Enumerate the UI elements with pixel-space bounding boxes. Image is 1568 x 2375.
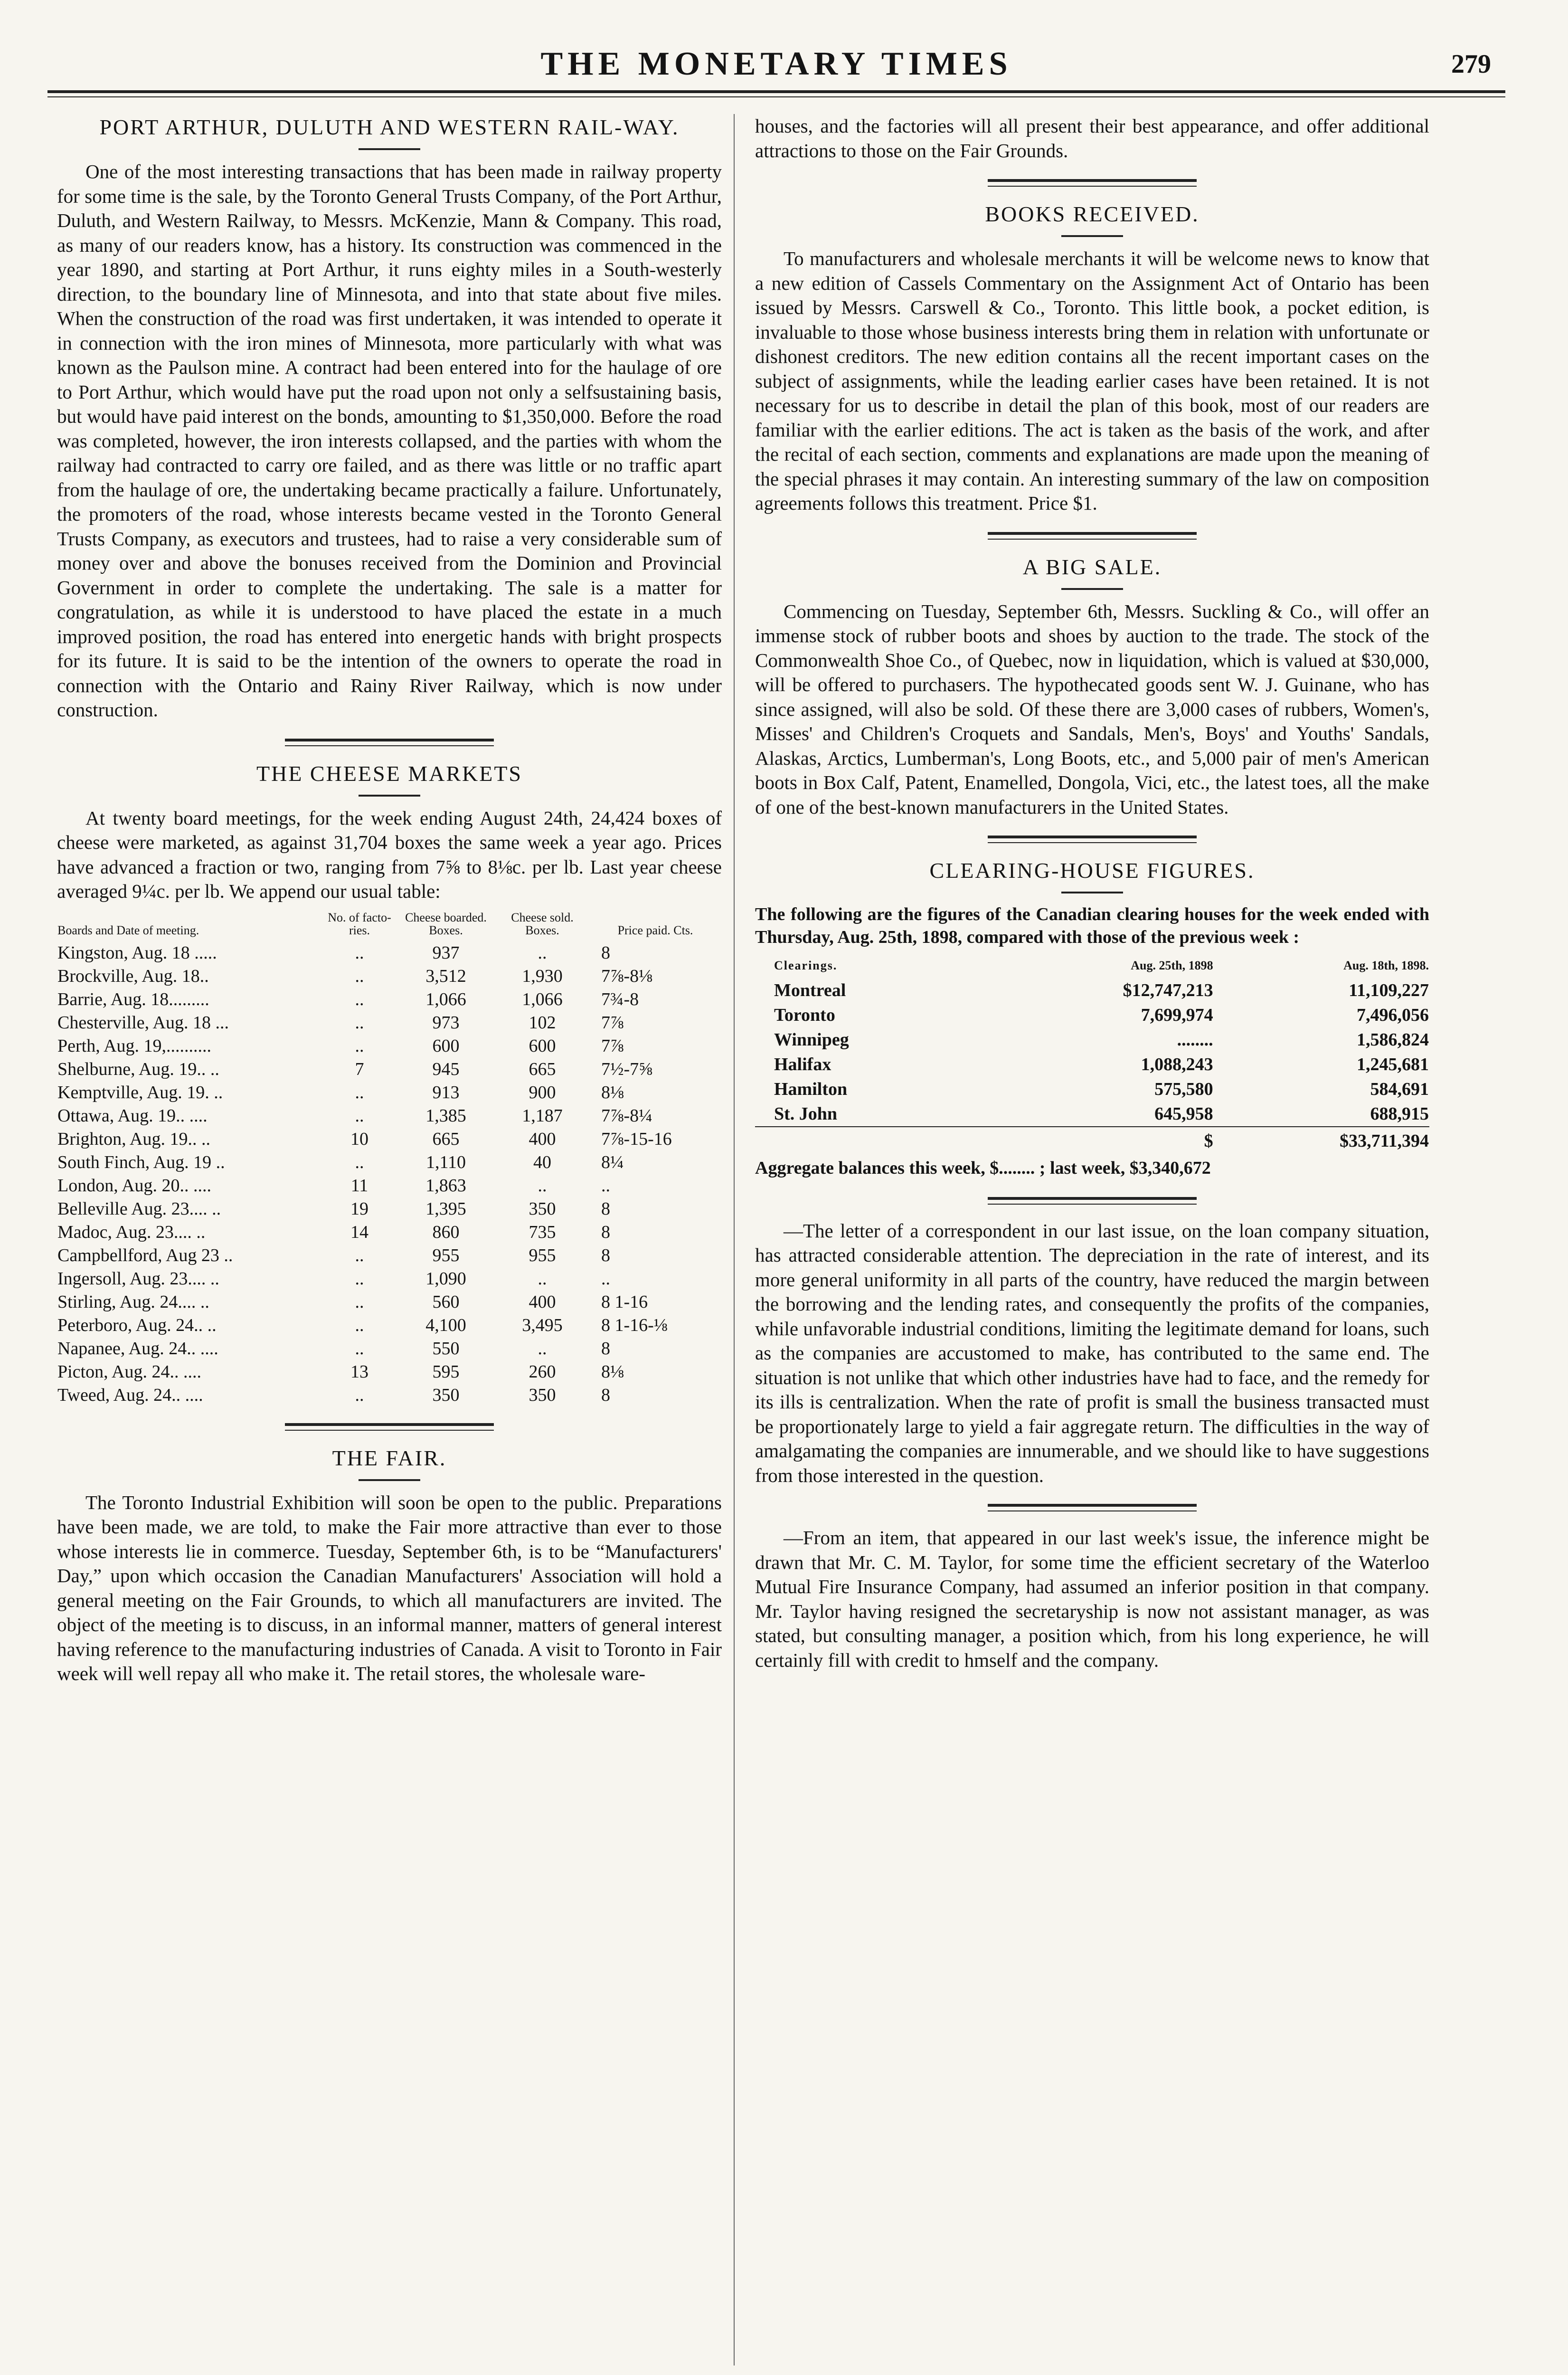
aug25-value: 7,699,974: [1141, 1005, 1213, 1025]
board-date: London, Aug. 20.. ....: [57, 1175, 212, 1196]
boxes-boarded: 350: [432, 1385, 460, 1405]
board-date: Brighton, Aug. 19.. ..: [57, 1129, 210, 1149]
sale-headline: A BIG SALE.: [1022, 554, 1162, 579]
boxes-boarded: 1,090: [425, 1268, 466, 1289]
aggregate-balances: Aggregate balances this week, $........ ; last week, $3,340,672: [755, 1158, 1211, 1178]
boxes-boarded: 1,385: [425, 1105, 466, 1126]
boxes-sold: 350: [529, 1198, 556, 1219]
boxes-boarded: 1,110: [425, 1152, 466, 1172]
price: 8: [601, 1222, 610, 1242]
cheese-table-row: [57, 1384, 722, 1407]
fair-headline: THE FAIR.: [332, 1445, 447, 1470]
cheese-table-row: [57, 1197, 722, 1221]
factories: ..: [355, 1292, 364, 1312]
boxes-boarded: 945: [432, 1059, 460, 1079]
page-number: 279: [1451, 49, 1491, 79]
boxes-boarded: 600: [432, 1036, 460, 1056]
cheese-table-row: [57, 1035, 722, 1058]
loan-letter-note: —The letter of a correspondent in our last issue, on the loan company situation, has attracted considerable attention. The depreciation in the rate of interest, and its more general uniformity in all parts of the country, have reduced the margin between the borrowing and the lending rates, and consequently the profits of the companies, while unfavorable industrial conditions, limiting the legitimate demand for loans, such as the companies are accustomed to make, has contributed to the same end. The situation is not unlike that which other industries have had to face, and the remedy for its ills is centralization. When the rate of profit is small the business transacted must be proportionately large to yield a fair aggregate return. The difficulties in the way of amalgamating the companies are innumerable, and we should like to have suggestions from those interested in the question.: [755, 1219, 1429, 1486]
clearing-table-row: [755, 1003, 1429, 1027]
factories: ..: [355, 1152, 364, 1172]
factories: ..: [355, 1082, 364, 1102]
board-date: Perth, Aug. 19,..........: [57, 1036, 212, 1056]
clearing-table-row: [755, 1102, 1429, 1127]
board-date: South Finch, Aug. 19 ..: [57, 1152, 225, 1172]
boxes-sold: ..: [538, 1268, 547, 1289]
headline-rule: [1061, 588, 1123, 590]
board-date: Tweed, Aug. 24.. ....: [57, 1385, 203, 1405]
headline-rule: [1061, 235, 1123, 237]
col-header-aug25: Aug. 25th, 1898: [1131, 959, 1213, 972]
section-separator: [988, 836, 1197, 843]
boxes-boarded: 937: [432, 942, 460, 963]
price: 8: [601, 942, 610, 963]
col-header-aug18: Aug. 18th, 1898.: [1343, 959, 1429, 972]
headline-rule: [359, 795, 420, 797]
railway-body: One of the most interesting transactions that has been made in railway property for some time is the sale, by the Toronto General Trusts Company, of the Port Arthur, Duluth, and Western Railway, to Messrs. McKenzie, Mann & Company. This road, as many of our readers know, has a history. Its construction was commenced in the year 1890, and starting at Port Arthur, it runs eighty miles in a South-westerly direction, to the boundary line of Minnesota, and into that state about five miles. When the construction of the road was first undertaken, it was intended to operate it in connection with the iron mines of Minnesota, more particularly with what was known as the Paulson mine. A contract had been entered into for the haulage of ore to Port Arthur, which would have put the road upon not only a selfsustaining basis, but would have paid interest on the bonds, amounting to $1,350,000. Before the road was completed, however, the iron interests collapsed, and the parties with whom the railway had contracted to carry ore failed, and as there was little or no traffic apart from the haulage of ore, the undertaking became practically a failure. Unfortunately, the promoters of the road, whose interests became vested in the Toronto General Trusts Company, as executors and trustees, had to raise a very considerable sum of money over and above the bonuses received from the Dominion and Provincial Government in order to complete the undertaking. The sale is a matter for congratulation, as while it is understood to have placed the estate in a much improved position, the road has entered into energetic hands with bright prospects for its future. It is said to be the intention of the owners to operate the road in connection with the Ontario and Rainy River Railway, which is now under construction.: [57, 161, 722, 721]
col-header-clearings: Clearings.: [774, 959, 838, 972]
left-column: [57, 114, 722, 2366]
fair-continued: houses, and the factories will all present their best appearance, and offer additional attractions to those on the Fair Grounds.: [755, 115, 1429, 162]
cheese-table-row: [57, 988, 722, 1011]
cheese-table-row: [57, 1291, 722, 1314]
col-header-sold: Cheese sold. Boxes.: [511, 910, 574, 937]
col-header-price: Price paid. Cts.: [617, 923, 693, 937]
city: St. John: [774, 1104, 838, 1124]
clearing-table-row: [755, 1027, 1429, 1052]
factories: ..: [355, 1105, 364, 1126]
price: 7⅞-15-16: [601, 1129, 672, 1149]
board-date: Barrie, Aug. 18.........: [57, 989, 209, 1009]
cheese-table-header: [57, 911, 722, 941]
boxes-sold: 102: [529, 1012, 556, 1033]
boxes-sold: 955: [529, 1245, 556, 1265]
boxes-boarded: 860: [432, 1222, 460, 1242]
books-article: [755, 201, 1429, 516]
boxes-sold: ..: [538, 942, 547, 963]
price: 8: [601, 1385, 610, 1405]
boxes-boarded: 1,066: [425, 989, 466, 1009]
board-date: Napanee, Aug. 24.. ....: [57, 1338, 218, 1358]
aug25-value: 575,580: [1154, 1079, 1213, 1099]
boxes-sold: ..: [538, 1338, 547, 1358]
aug18-value: 7,496,056: [1357, 1005, 1429, 1025]
price: ..: [601, 1175, 610, 1196]
masthead-rule-thin: [47, 96, 1505, 97]
cheese-table-row: [57, 1174, 722, 1197]
price: 8: [601, 1245, 610, 1265]
boxes-boarded: 913: [432, 1082, 460, 1102]
board-date: Stirling, Aug. 24.... ..: [57, 1292, 209, 1312]
headline-rule: [359, 148, 420, 150]
railway-article: [57, 114, 722, 722]
factories: ..: [355, 1245, 364, 1265]
section-separator: [285, 739, 494, 746]
aug25-value: 1,088,243: [1141, 1054, 1213, 1074]
boxes-boarded: 595: [432, 1361, 460, 1382]
boxes-sold: 600: [529, 1036, 556, 1056]
price: 8⅛: [601, 1361, 624, 1382]
boxes-sold: ..: [538, 1175, 547, 1196]
taylor-note: —From an item, that appeared in our last week's issue, the inference might be drawn that Mr. C. M. Taylor, for some time the efficient secretary of the Waterloo Mutual Fire Insurance Company, had assumed an inferior position in that company. Mr. Taylor having resigned the secretaryship is now not assistant manager, as was stated, but consulting manager, a position which, from his long experience, he will certainly fill with credit to hmself and the company.: [755, 1527, 1429, 1671]
boxes-boarded: 560: [432, 1292, 460, 1312]
col-header-boarded: Cheese boarded. Boxes.: [405, 910, 487, 937]
price: 8: [601, 1338, 610, 1358]
price: 7⅞-8⅛: [601, 966, 652, 986]
boxes-sold: 1,930: [522, 966, 563, 986]
city: Montreal: [774, 980, 846, 1000]
factories: ..: [355, 1012, 364, 1033]
price: 8¼: [601, 1152, 624, 1172]
clearing-total-row: [755, 1127, 1429, 1153]
cheese-table-row: [57, 1221, 722, 1244]
cheese-table-row: [57, 1267, 722, 1291]
masthead: [47, 45, 1505, 97]
factories: 11: [350, 1175, 368, 1196]
aug18-value: 688,915: [1370, 1104, 1429, 1124]
clearing-intro: The following are the figures of the Canadian clearing houses for the week ended with Thursday, Aug. 25th, 1898, compared with those of the previous week :: [755, 904, 1429, 947]
col-header-boards: Boards and Date of meeting.: [57, 923, 199, 937]
price: 8 1-16: [601, 1292, 648, 1312]
boxes-boarded: 665: [432, 1129, 460, 1149]
boxes-sold: 400: [529, 1129, 556, 1149]
board-date: Shelburne, Aug. 19.. ..: [57, 1059, 219, 1079]
cheese-table: [57, 911, 722, 1407]
books-body: To manufacturers and wholesale merchants it will be welcome news to know that a new edition of Cassels Commentary on the Assignment Act of Ontario has been issued by Messrs. Carswell & Co., Toronto. This little book, a pocket edition, is invaluable to those whose business interests bring them in relation with unfortunate or dishonest creditors. The new edition contains all the recent important cases on the subject of assignments, while the leading earlier cases have been retained. It is not necessary for us to describe in detail the plan of this book, most of our readers are familiar with the earlier editions. The act is taken as the basis of the work, and after the recital of each section, comments and explanations are made upon the meaning of the special phrases it may contain. An interesting summary of the law on composition agreements follows this treatment. Price $1.: [755, 247, 1429, 514]
cheese-table-row: [57, 1011, 722, 1035]
factories: ..: [355, 989, 364, 1009]
board-date: Belleville Aug. 23.... ..: [57, 1198, 221, 1219]
factories: ..: [355, 966, 364, 986]
headline-rule: [1061, 892, 1123, 893]
masthead-rule: [47, 90, 1505, 93]
factories: ..: [355, 1268, 364, 1289]
price: 7⅞: [601, 1012, 624, 1033]
clearing-table-row: [755, 1052, 1429, 1077]
city: Winnipeg: [774, 1030, 849, 1050]
boxes-boarded: 4,100: [425, 1315, 466, 1335]
boxes-sold: 350: [529, 1385, 556, 1405]
price: ..: [601, 1268, 610, 1289]
factories: ..: [355, 1315, 364, 1335]
board-date: Campbellford, Aug 23 ..: [57, 1245, 233, 1265]
factories: 7: [355, 1059, 364, 1079]
price: 8 1-16-⅛: [601, 1315, 668, 1335]
right-column: [755, 114, 1429, 2366]
cheese-table-row: [57, 1058, 722, 1081]
publication-title: THE MONETARY TIMES: [540, 46, 1012, 82]
aug18-value: 1,245,681: [1357, 1054, 1429, 1074]
board-date: Peterboro, Aug. 24.. ..: [57, 1315, 217, 1335]
boxes-sold: 1,066: [522, 989, 563, 1009]
boxes-sold: 3,495: [522, 1315, 563, 1335]
cheese-table-row: [57, 1314, 722, 1337]
factories: ..: [355, 1338, 364, 1358]
factories: ..: [355, 942, 364, 963]
section-separator: [988, 532, 1197, 540]
price: 8: [601, 1198, 610, 1219]
sale-article: [755, 554, 1429, 820]
city: Halifax: [774, 1054, 831, 1074]
boxes-boarded: 1,863: [425, 1175, 466, 1196]
boxes-sold: 735: [529, 1222, 556, 1242]
board-date: Picton, Aug. 24.. ....: [57, 1361, 201, 1382]
cheese-table-row: [57, 1151, 722, 1174]
boxes-boarded: 550: [432, 1338, 460, 1358]
cheese-table-row: [57, 1337, 722, 1360]
column-divider: [734, 114, 735, 2366]
cheese-table-row: [57, 1081, 722, 1104]
aug18-value: 1,586,824: [1357, 1030, 1429, 1050]
sale-body: Commencing on Tuesday, September 6th, Messrs. Suckling & Co., will offer an immense stock of rubber boots and shoes by auction to the trade. The stock of the Commonwealth Shoe Co., of Quebec, now in liquidation, which is valued at $30,000, will be offered to purchasers. The hypothecated goods sent W. J. Guinane, who has since assigned, will also be sold. Of these there are 3,000 cases of rubbers, Women's, Misses' and Children's Croquets and Sandals, Men's, Boys' and Youths' Sandals, Alaskas, Arctics, Lumberman's, Long Boots, etc., and 5,000 pair of men's American boots in Box Calf, Patent, Enamelled, Dongola, Vici, etc., the latest toes, all the make of one of the best-known manufacturers in the United States.: [755, 600, 1429, 818]
fair-article: [57, 1445, 722, 1686]
cheese-table-row: [57, 1360, 722, 1384]
total-aug25: $: [1025, 1127, 1214, 1153]
cheese-table-row: [57, 1128, 722, 1151]
fair-body: The Toronto Industrial Exhibition will soon be open to the public. Preparations have been made, we are told, to make the Fair more attractive than ever to those whose interests lie in commerce. Tuesday, September 6th, is to be “Manufacturers' Day,” upon which occasion the Canadian Manufacturers' Association will hold a general meeting on the Fair Grounds, to which all manufacturers are invited. The object of the meeting is to discuss, in an informal manner, matters of general interest having reference to the manufacturing industries of Canada. A visit to Toronto in Fair week will well repay all who make it. The retail stores, the wholesale ware-: [57, 1491, 722, 1684]
board-date: Brockville, Aug. 18..: [57, 966, 209, 986]
clearing-table-row: [755, 1077, 1429, 1102]
boxes-sold: 1,187: [522, 1105, 563, 1126]
cheese-table-row: [57, 1244, 722, 1267]
board-date: Kingston, Aug. 18 .....: [57, 942, 217, 963]
cheese-body: At twenty board meetings, for the week ending August 24th, 24,424 boxes of cheese were marketed, as against 31,704 boxes the same week a year ago. Prices have advanced a fraction or two, ranging from 7⅝ to 8⅛c. per lb. Last year cheese averaged 9¼c. per lb. We append our usual table:: [57, 807, 722, 902]
section-separator: [988, 1504, 1197, 1511]
boxes-boarded: 1,395: [425, 1198, 466, 1219]
board-date: Ottawa, Aug. 19.. ....: [57, 1105, 208, 1126]
price: 8⅛: [601, 1082, 624, 1102]
boxes-sold: 260: [529, 1361, 556, 1382]
aug25-value: ........: [1177, 1030, 1213, 1050]
boxes-sold: 400: [529, 1292, 556, 1312]
city: Toronto: [774, 1005, 835, 1025]
cheese-table-row: [57, 941, 722, 965]
cheese-table-row: [57, 965, 722, 988]
books-headline: BOOKS RECEIVED.: [985, 202, 1200, 226]
board-date: Ingersoll, Aug. 23.... ..: [57, 1268, 219, 1289]
factories: ..: [355, 1036, 364, 1056]
price: 7¾-8: [601, 989, 639, 1009]
railway-headline: PORT ARTHUR, DULUTH AND WESTERN RAIL-WAY.: [99, 115, 680, 139]
cheese-table-row: [57, 1104, 722, 1128]
clearing-headline: CLEARING-HOUSE FIGURES.: [929, 858, 1255, 883]
boxes-sold: 900: [529, 1082, 556, 1102]
total-aug18: $33,711,394: [1214, 1127, 1429, 1153]
price: 7⅞: [601, 1036, 624, 1056]
aug25-value: $12,747,213: [1123, 980, 1213, 1000]
col-header-factories: No. of facto-ries.: [328, 910, 391, 937]
city: Hamilton: [774, 1079, 848, 1099]
boxes-sold: 665: [529, 1059, 556, 1079]
section-separator: [285, 1423, 494, 1431]
factories: 19: [350, 1198, 368, 1219]
cheese-article: [57, 760, 722, 1407]
cheese-headline: THE CHEESE MARKETS: [256, 761, 522, 786]
aug25-value: 645,958: [1154, 1104, 1213, 1124]
board-date: Chesterville, Aug. 18 ...: [57, 1012, 229, 1033]
section-separator: [988, 1197, 1197, 1205]
factories: ..: [355, 1385, 364, 1405]
boxes-boarded: 3,512: [425, 966, 466, 986]
clearing-table-row: [755, 978, 1429, 1003]
factories: 10: [350, 1129, 368, 1149]
board-date: Kemptville, Aug. 19. ..: [57, 1082, 223, 1102]
clearing-table-header: [755, 953, 1429, 978]
factories: 13: [350, 1361, 368, 1382]
clearing-article: [755, 857, 1429, 1181]
price: 7½-7⅝: [601, 1059, 652, 1079]
section-separator: [988, 179, 1197, 187]
boxes-boarded: 955: [432, 1245, 460, 1265]
aug18-value: 584,691: [1370, 1079, 1429, 1099]
board-date: Madoc, Aug. 23.... ..: [57, 1222, 206, 1242]
price: 7⅞-8¼: [601, 1105, 652, 1126]
boxes-sold: 40: [533, 1152, 551, 1172]
headline-rule: [359, 1479, 420, 1481]
clearing-table: [755, 953, 1429, 1153]
boxes-boarded: 973: [432, 1012, 460, 1033]
aug18-value: 11,109,227: [1349, 980, 1429, 1000]
factories: 14: [350, 1222, 368, 1242]
